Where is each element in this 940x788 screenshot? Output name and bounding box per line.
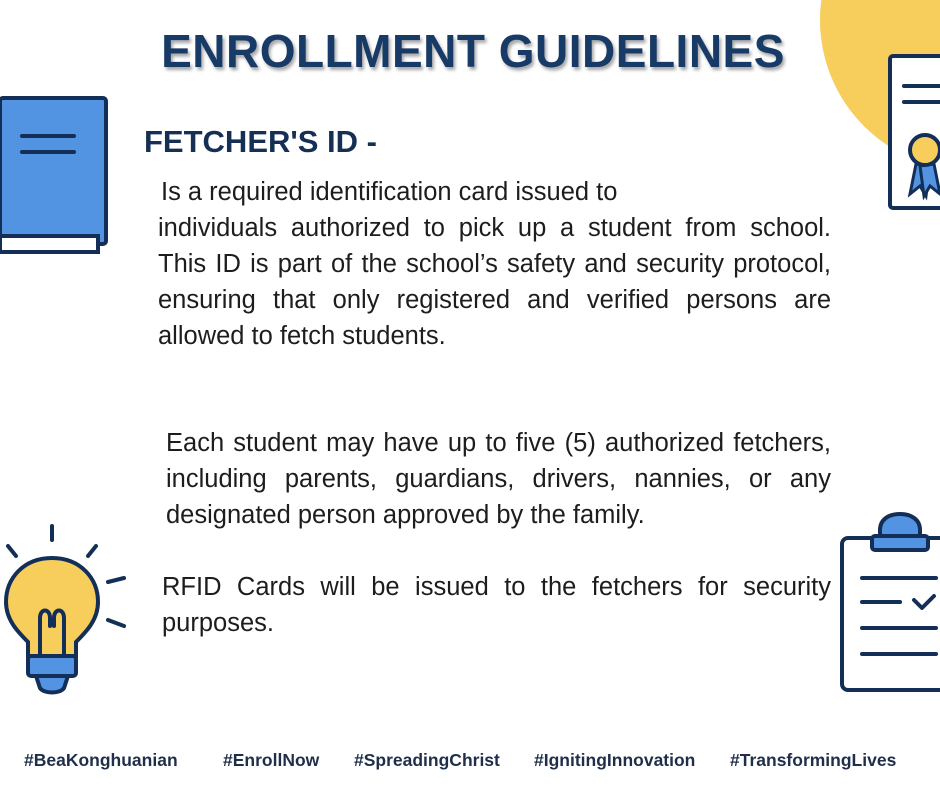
hashtag-igniting-innovation: #IgnitingInnovation bbox=[534, 750, 696, 770]
paragraph-3: RFID Cards will be issued to the fetchers for security purposes. bbox=[162, 573, 831, 637]
lightbulb-icon bbox=[0, 520, 132, 700]
paragraph-1-first-line: Is a required identification card issued to bbox=[161, 178, 618, 206]
hashtag-bea-konghuanian: #BeaKonghuanian bbox=[24, 750, 178, 770]
hashtag-enroll-now: #EnrollNow bbox=[223, 750, 320, 770]
section-heading: FETCHER'S ID - bbox=[144, 124, 377, 159]
hashtag-spreading-christ: #SpreadingChrist bbox=[354, 750, 500, 770]
book-icon bbox=[0, 94, 112, 262]
page-title: ENROLLMENT GUIDELINES bbox=[161, 25, 785, 77]
hashtag-transforming-lives: #TransformingLives bbox=[730, 750, 897, 770]
clipboard-checklist-icon bbox=[838, 510, 940, 696]
paragraph-1-body: individuals authorized to pick up a student from school. This ID is part of the school’s safety and security protocol, ensuring that only registered and verified persons are allowed to fetch students. bbox=[158, 214, 831, 350]
paragraph-2: Each student may have up to five (5) authorized fetchers, including parents, guardians, drivers, nannies, or any designated person approved by the family. bbox=[166, 429, 831, 529]
